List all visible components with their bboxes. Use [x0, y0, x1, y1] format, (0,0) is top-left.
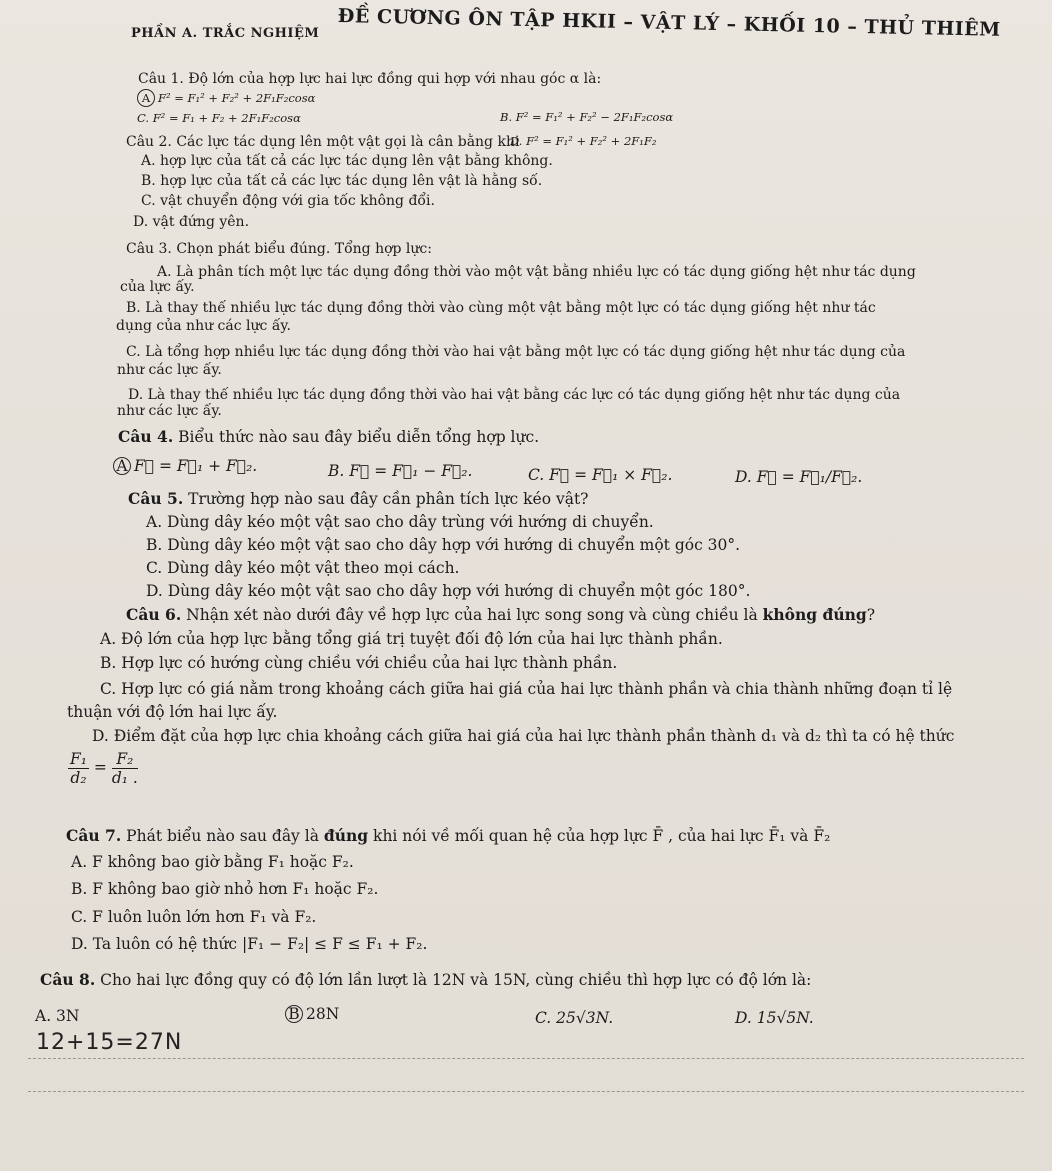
fraction-denominator: d₁ .	[111, 769, 138, 787]
question-5	[128, 489, 589, 508]
q7-option-b: B. F không bao giờ nhỏ hơn F₁ hoặc F₂.	[71, 880, 379, 898]
q5-text: Trường hợp nào sau đây cần phân tích lực kéo vật?	[188, 490, 589, 508]
q7-option-a: A. F không bao giờ bằng F₁ hoặc F₂.	[71, 853, 354, 871]
answer-circle-mark: A	[137, 89, 155, 107]
q5-option-a: A. Dùng dây kéo một vật sao cho dây trùng với hướng di chuyển.	[146, 513, 654, 531]
q8-option-b-text: 28N	[306, 1005, 340, 1023]
q6-option-c-line1: C. Hợp lực có giá nằm trong khoảng cách giữa hai giá của hai lực thành phần và chia thành những đoạn tỉ lệ	[100, 680, 953, 698]
q3-option-c-line2: như các lực ấy.	[117, 362, 222, 378]
q8-label: Câu 8.	[40, 970, 96, 989]
formula-fraction-left	[68, 750, 89, 787]
q6-option-c-line2: thuận với độ lớn hai lực ấy.	[67, 703, 278, 721]
page-title: ĐỀ CƯƠNG ÔN TẬP HKII – VẬT LÝ – KHỐI 10 – THỦ THIÊM	[337, 5, 1001, 41]
q5-option-d: D. Dùng dây kéo một vật sao cho dây hợp với hướng di chuyển một góc 180°.	[146, 582, 751, 600]
q2-option-b: B. hợp lực của tất cả các lực tác dụng lên vật là hằng số.	[141, 173, 543, 189]
q7-label: Câu 7.	[66, 826, 122, 845]
q6-option-a: A. Độ lớn của hợp lực bằng tổng giá trị tuyệt đối độ lớn của hai lực thành phần.	[100, 630, 723, 648]
q6-option-b: B. Hợp lực có hướng cùng chiều với chiều của hai lực thành phần.	[100, 654, 618, 672]
formula-equals: =	[93, 758, 107, 777]
question-6	[126, 605, 875, 624]
question-7	[66, 826, 830, 845]
q4-option-a	[113, 457, 257, 475]
q3-option-a-line1: A. Là phân tích một lực tác dụng đồng thời vào một vật bằng nhiều lực có tác dụng giống hệt như tác dụng	[157, 264, 916, 280]
q7-text: Phát biểu nào sau đây là	[126, 827, 319, 845]
fraction-denominator: d₂	[70, 769, 87, 787]
q6-tail: ?	[866, 606, 876, 624]
q8-option-c: C. 25√3N.	[535, 1009, 614, 1027]
q8-option-b	[285, 1005, 339, 1023]
ruled-line	[28, 1058, 1024, 1059]
q6-label: Câu 6.	[126, 605, 182, 624]
q3-option-d-line1: D. Là thay thế nhiều lực tác dụng đồng thời vào hai vật bằng các lực có tác dụng giống hệt như tác dụng của	[128, 387, 901, 403]
question-1: Câu 1. Độ lớn của hợp lực hai lực đồng qui hợp với nhau góc α là:	[138, 71, 602, 87]
q1-option-b: B. F² = F₁² + F₂² − 2F₁F₂cosα	[500, 110, 674, 124]
q3-option-b-line1: B. Là thay thế nhiều lực tác dụng đồng thời vào cùng một vật bằng một lực có tác dụng giống hệt như tác	[126, 300, 876, 316]
question-2: Câu 2. Các lực tác dụng lên một vật gọi là cân bằng khi	[126, 134, 520, 150]
q7-tail: khi nói về mối quan hệ của hợp lực F̄ , của hai lực F̄₁ và F̄₂	[373, 827, 831, 845]
q3-option-c-line1: C. Là tổng hợp nhiều lực tác dụng đồng thời vào hai vật bằng một lực có tác dụng giống hệt như tác dụng của	[126, 344, 906, 360]
q8-text: Cho hai lực đồng quy có độ lớn lần lượt là 12N và 15N, cùng chiều thì hợp lực có độ lớn là:	[100, 971, 812, 989]
q4-label: Câu 4.	[118, 427, 174, 446]
q1-option-a-text: F² = F₁² + F₂² + 2F₁F₂cosα	[158, 91, 316, 105]
q4-text: Biểu thức nào sau đây biểu diễn tổng hợp lực.	[178, 428, 540, 446]
q7-emphasis: đúng	[323, 826, 369, 845]
q6-emphasis: không đúng	[762, 605, 867, 624]
answer-circle-mark: A	[113, 457, 131, 475]
fraction-numerator: F₁	[70, 750, 87, 768]
formula-fraction-right	[112, 750, 138, 787]
q5-option-c: C. Dùng dây kéo một vật theo mọi cách.	[146, 559, 460, 577]
q4-option-b: B. F⃗ = F⃗₁ − F⃗₂.	[328, 462, 473, 480]
fraction-numerator: F₂	[112, 750, 138, 769]
question-3: Câu 3. Chọn phát biểu đúng. Tổng hợp lực:	[126, 241, 432, 257]
q3-option-a-line2: của lực ấy.	[120, 279, 195, 295]
q7-option-c: C. F luôn luôn lớn hơn F₁ và F₂.	[71, 908, 317, 926]
q3-option-b-line2: dụng của như các lực ấy.	[116, 318, 291, 334]
q8-option-a: A. 3N	[35, 1007, 80, 1025]
q2-option-c: C. vật chuyển động với gia tốc không đổi.	[141, 193, 435, 209]
q3-option-d-line2: như các lực ấy.	[117, 403, 222, 419]
q4-option-a-text: F⃗ = F⃗₁ + F⃗₂.	[134, 457, 258, 475]
q7-option-d: D. Ta luôn có hệ thức |F₁ − F₂| ≤ F ≤ F₁ + F₂.	[71, 935, 428, 953]
q5-option-b: B. Dùng dây kéo một vật sao cho dây hợp với hướng di chuyển một góc 30°.	[146, 536, 741, 554]
section-heading: PHẦN A. TRẮC NGHIỆM	[131, 26, 320, 41]
q6-option-d-formula	[68, 750, 138, 787]
answer-circle-mark: B	[285, 1005, 303, 1023]
q6-text: Nhận xét nào dưới đây về hợp lực của hai lực song song và cùng chiều là	[186, 606, 758, 624]
q4-option-d: D. F⃗ = F⃗₁/F⃗₂.	[735, 468, 863, 486]
q1-option-d: D. F² = F₁² + F₂² + 2F₁F₂	[510, 134, 657, 148]
q2-option-a: A. hợp lực của tất cả các lực tác dụng lên vật bằng không.	[141, 153, 553, 169]
q1-option-c: C. F² = F₁ + F₂ + 2F₁F₂cosα	[137, 111, 301, 125]
q2-option-d: D. vật đứng yên.	[133, 214, 250, 230]
question-4	[118, 427, 539, 446]
q4-option-c: C. F⃗ = F⃗₁ × F⃗₂.	[528, 466, 673, 484]
q1-option-a	[137, 89, 315, 107]
q8-option-d: D. 15√5N.	[735, 1009, 814, 1027]
question-8	[40, 970, 811, 989]
q6-option-d-line1: D. Điểm đặt của hợp lực chia khoảng cách giữa hai giá của hai lực thành phần thành d₁ và d₂ thì ta có hệ thức	[92, 727, 955, 745]
handwritten-answer-note: 12+15=27N	[36, 1030, 183, 1055]
q5-label: Câu 5.	[128, 489, 184, 508]
ruled-line	[28, 1091, 1024, 1092]
